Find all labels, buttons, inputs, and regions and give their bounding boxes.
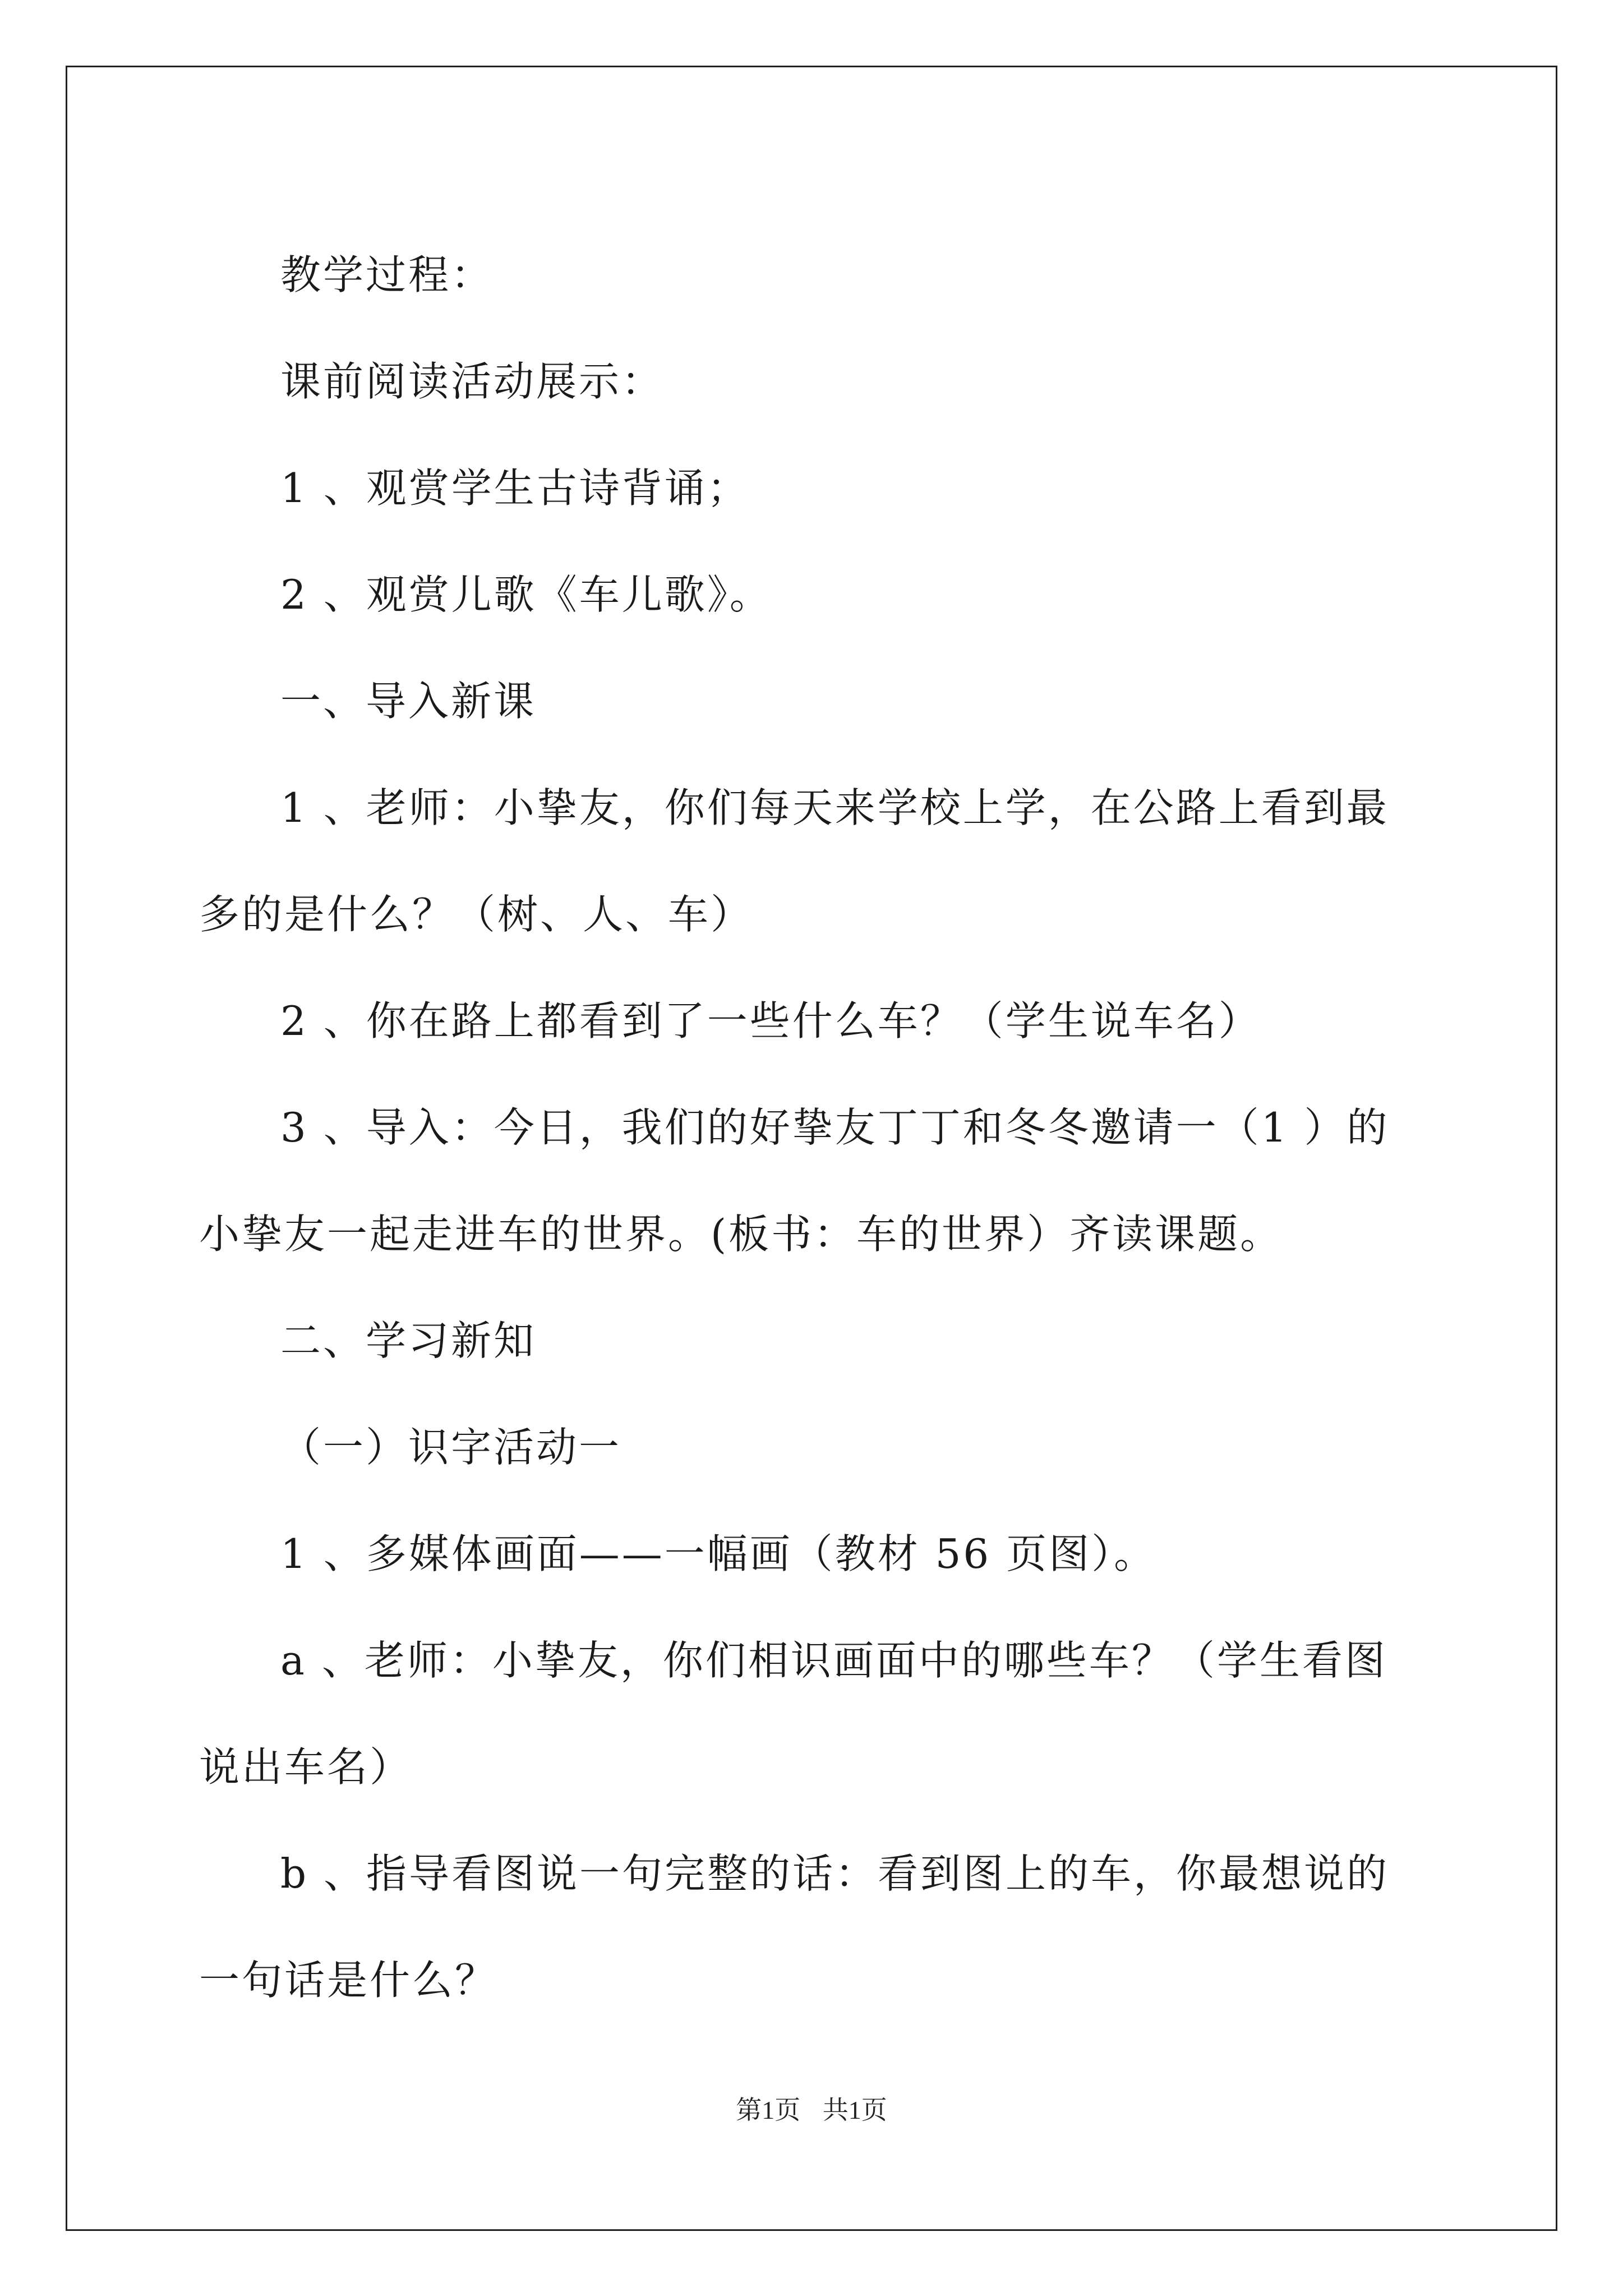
page-footer — [0, 2090, 1623, 2127]
page-number-total: 共1页 — [822, 2096, 887, 2124]
paragraph-item-a: a 、老师：小挚友，你们相识画面中的哪些车？（学生看图说出车名） — [199, 1637, 1387, 1791]
paragraph-intro-2: 2 、你在路上都看到了一些什么车？（学生说车名） — [280, 997, 1261, 1045]
paragraph-multimedia-1: 1 、多媒体画面——一幅画（教材 56 页图）。 — [280, 1530, 1157, 1577]
page-number-current: 第1页 — [736, 2096, 801, 2124]
heading-section-two: 二、学习新知 — [280, 1317, 537, 1364]
paragraph-pre-class-reading: 课前阅读活动展示： — [280, 358, 665, 405]
paragraph-item-2-song: 2 、观赏儿歌《车儿歌》。 — [280, 571, 772, 618]
heading-activity-one: （一）识字活动一 — [280, 1424, 622, 1471]
paragraph-intro-1: 1 、老师：小挚友，你们每天来学校上学，在公路上看到最多的是什么？（树、人、车） — [199, 784, 1389, 938]
paragraph-intro-3: 3 、导入：今日，我们的好挚友丁丁和冬冬邀请一（1 ）的小挚友一起走进车的世界。(板书：车的世界）齐读课题。 — [199, 1104, 1390, 1258]
paragraph-item-1-poetry: 1 、观赏学生古诗背诵； — [280, 464, 750, 512]
paragraph-teaching-process: 教学过程： — [280, 251, 494, 298]
heading-section-one: 一、导入新课 — [280, 678, 537, 725]
document-body — [199, 222, 1427, 2033]
paragraph-item-b: b 、指导看图说一句完整的话：看到图上的车，你最想说的一句话是什么？ — [199, 1850, 1389, 2004]
